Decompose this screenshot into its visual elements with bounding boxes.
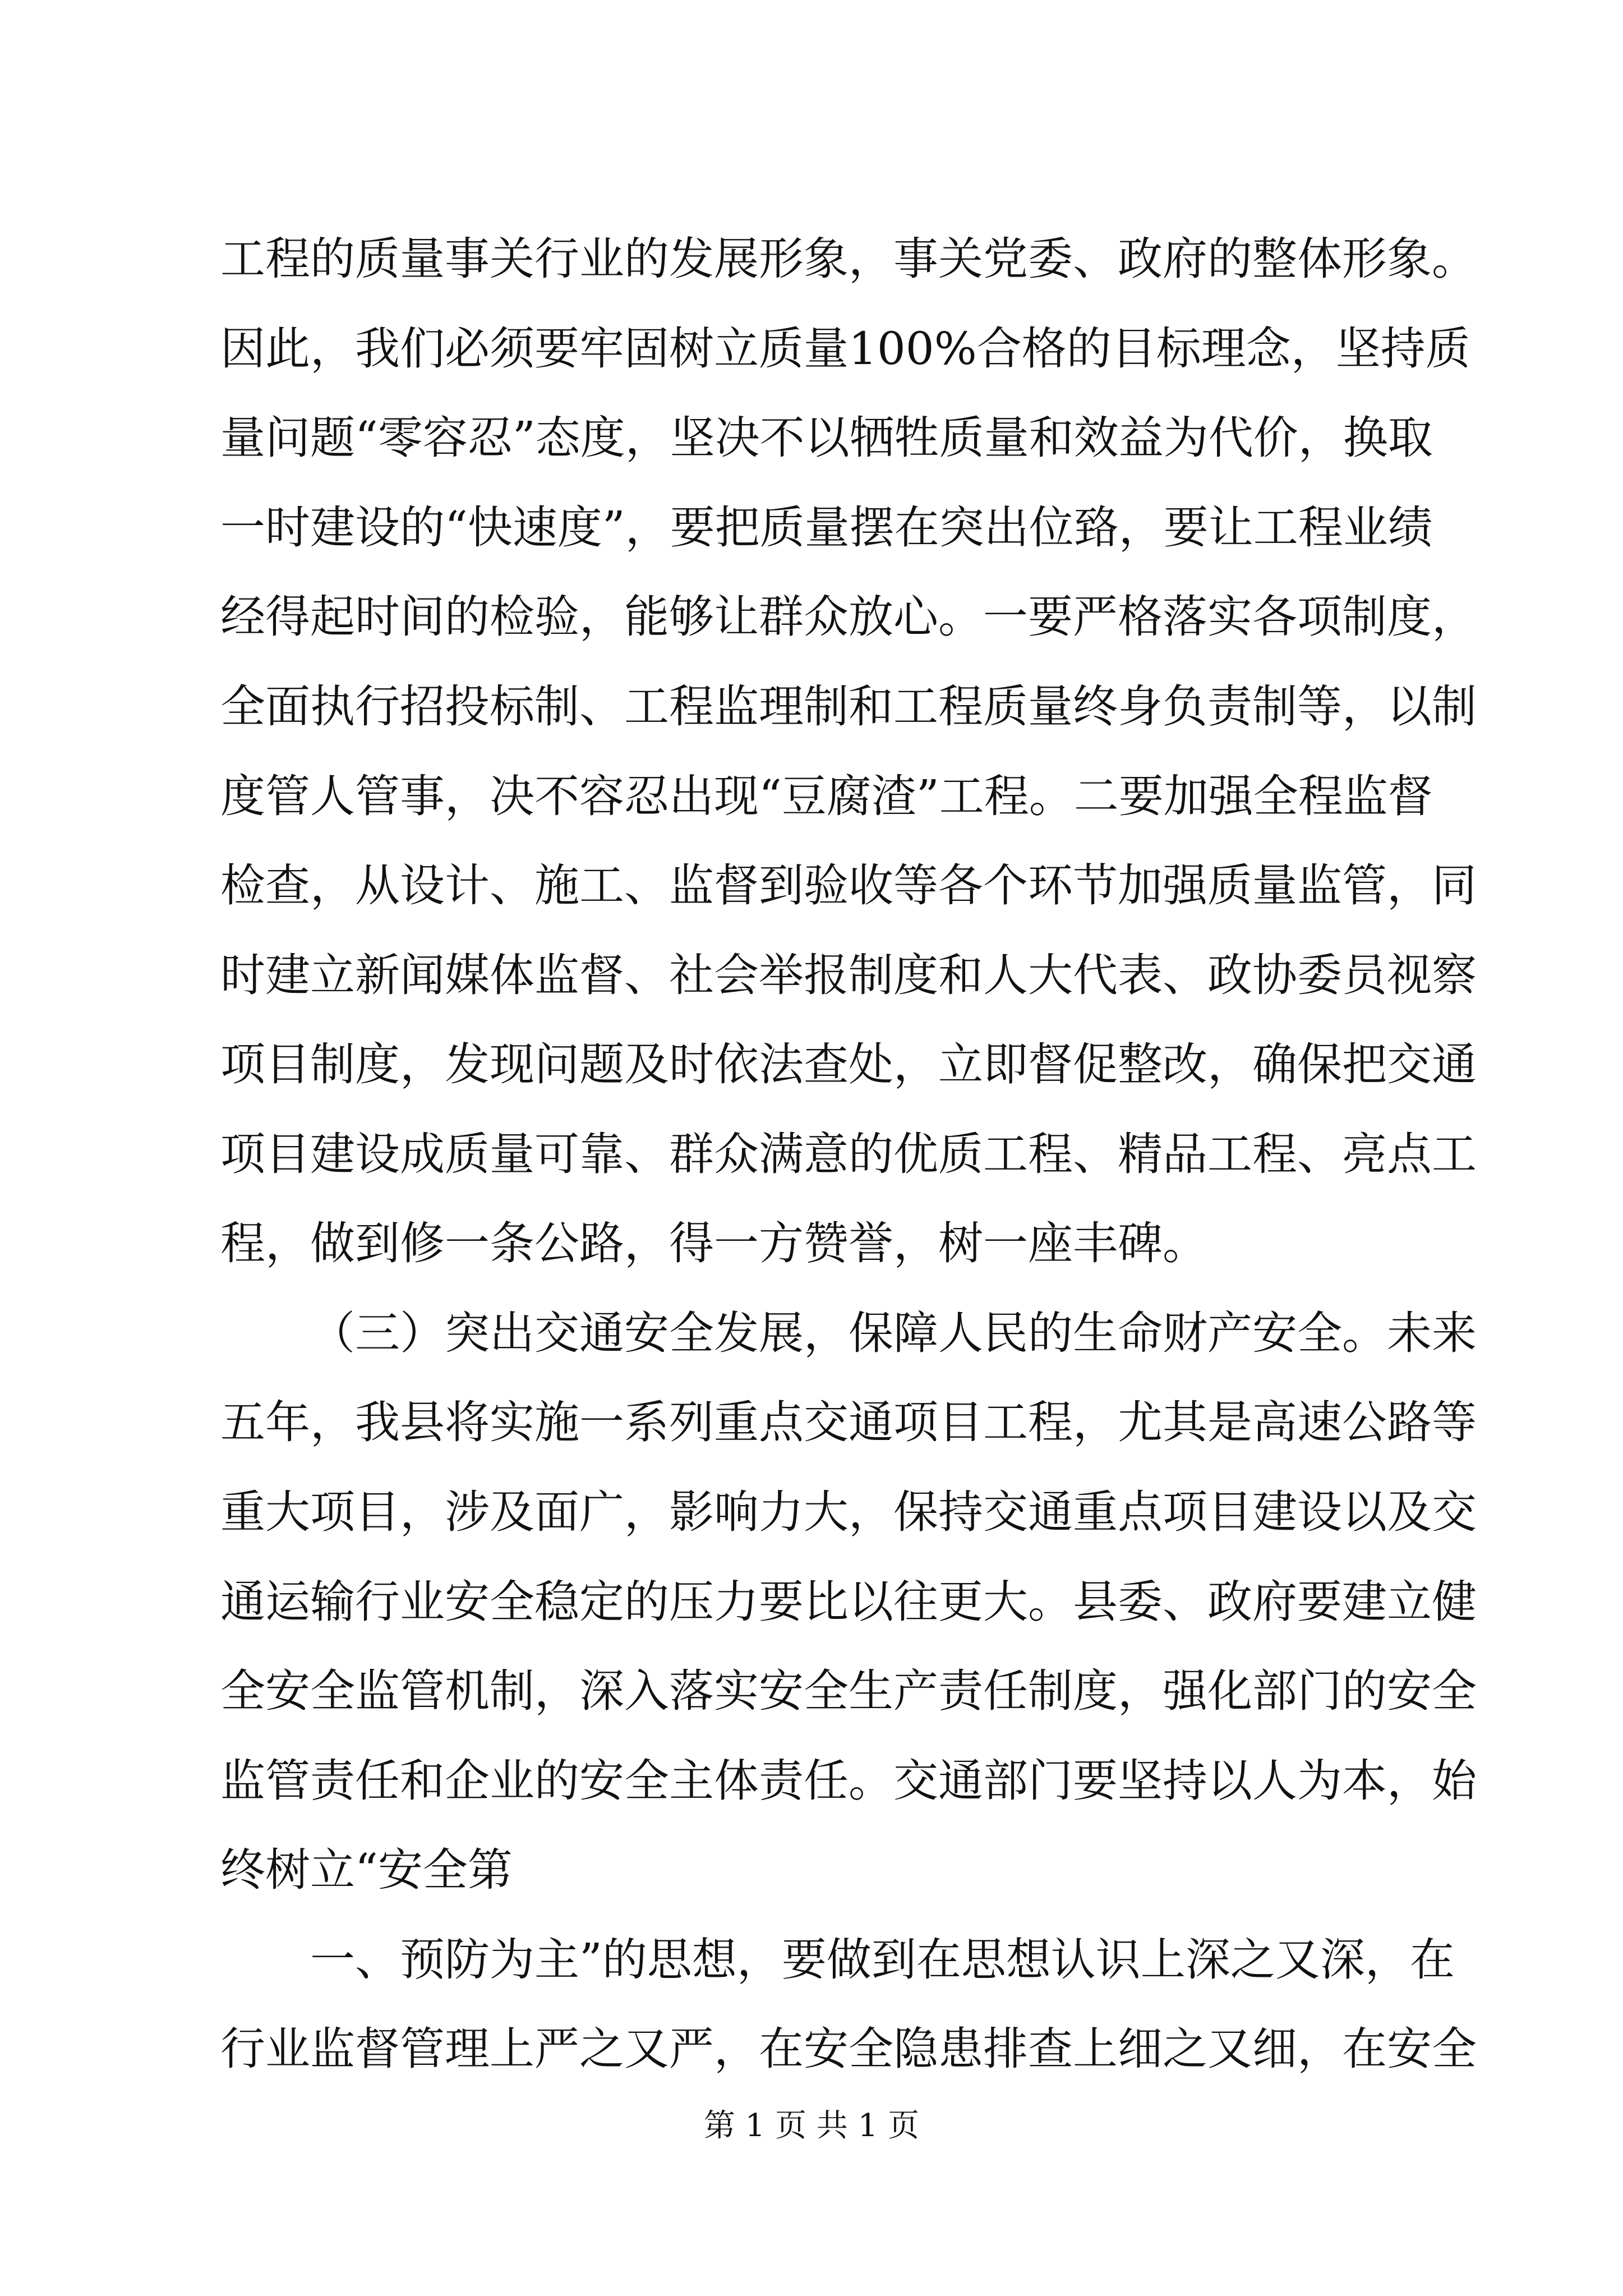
paragraph-line: 全安全监管机制，深入落实安全生产责任制度，强化部门的安全 [220, 1665, 1477, 1717]
paragraph-heading-line: （三）突出交通安全发展，保障人民的生命财产安全。未来 [310, 1307, 1477, 1359]
paragraph-line: 工程的质量事关行业的发展形象，事关党委、政府的整体形象。 [220, 233, 1477, 285]
paragraph-line: 监管责任和企业的安全主体责任。交通部门要坚持以人为本，始 [220, 1755, 1477, 1807]
paragraph-line: 项目制度，发现问题及时依法查处，立即督促整改，确保把交通 [220, 1038, 1477, 1091]
paragraph-line: 全面执行招投标制、工程监理制和工程质量终身负责制等，以制 [220, 680, 1477, 733]
paragraph-line: 行业监督管理上严之又严，在安全隐患排查上细之又细，在安全 [220, 2023, 1477, 2075]
paragraph-line: 因此，我们必须要牢固树立质量100%合格的目标理念，坚持质 [220, 323, 1470, 375]
paragraph-line: 一时建设的“快速度”，要把质量摆在突出位臵，要让工程业绩 [220, 501, 1433, 554]
paragraph-line: 重大项目，涉及面广，影响力大，保持交通重点项目建设以及交 [220, 1486, 1477, 1538]
paragraph-line: 量问题“零容忍”态度，坚决不以牺牲质量和效益为代价，换取 [220, 412, 1433, 464]
paragraph-line: 终树立“安全第 [220, 1844, 513, 1896]
paragraph-line: 一、预防为主”的思想，要做到在思想认识上深之又深，在 [310, 1934, 1455, 1986]
paragraph-line: 项目建设成质量可靠、群众满意的优质工程、精品工程、亮点工 [220, 1128, 1477, 1180]
paragraph-line: 度管人管事，决不容忍出现“豆腐渣”工程。二要加强全程监督 [220, 770, 1433, 822]
paragraph-line: 检查，从设计、施工、监督到验收等各个环节加强质量监管，同 [220, 859, 1477, 912]
paragraph-line: 通运输行业安全稳定的压力要比以往更大。县委、政府要建立健 [220, 1576, 1477, 1628]
paragraph-line: 经得起时间的检验，能够让群众放心。一要严格落实各项制度， [220, 591, 1477, 643]
paragraph-line: 时建立新闻媒体监督、社会举报制度和人大代表、政协委员视察 [220, 949, 1477, 1001]
paragraph-line: 五年，我县将实施一系列重点交通项目工程，尤其是高速公路等 [220, 1396, 1477, 1448]
paragraph-line: 程，做到修一条公路，得一方赞誉，树一座丰碑。 [220, 1217, 1207, 1269]
page-footer: 第 1 页 共 1 页 [703, 2108, 920, 2144]
